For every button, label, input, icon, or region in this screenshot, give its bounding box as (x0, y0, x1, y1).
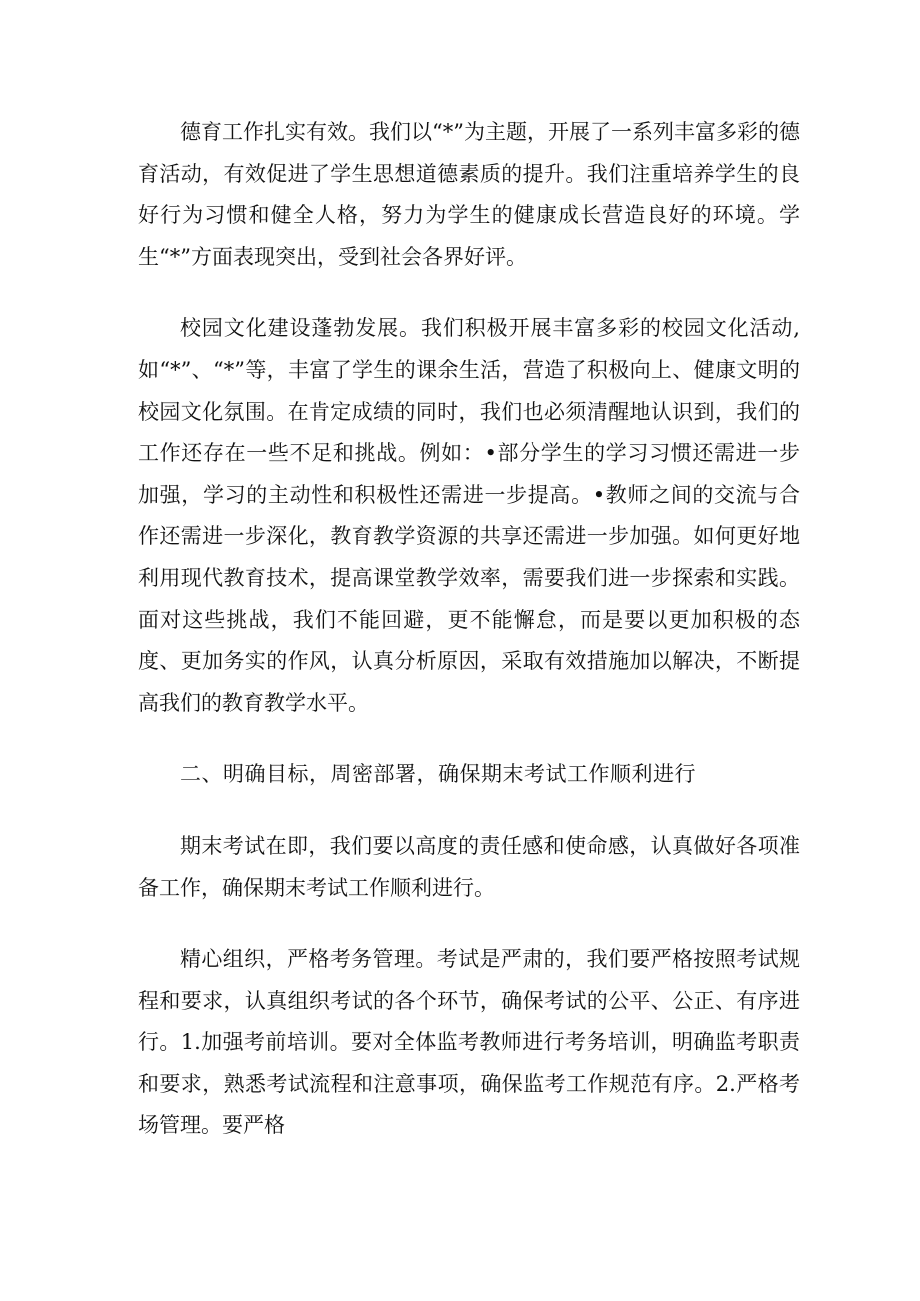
paragraph-exam-management: 精心组织，严格考务管理。考试是严肃的，我们要严格按照考试规程和要求，认真组织考试的各个环节，确保考试的公平、公正、有序进行。1.加强考前培训。要对全体监考教师进行考务培训，明确监考职责和要求，熟悉考试流程和注意事项，确保监考工作规范有序。2.严格考场管理。要严格 (138, 947, 800, 1138)
paragraph-exam-intro: 期末考试在即，我们要以高度的责任感和使命感，认真做好各项准备工作，确保期末考试工作顺利进行。 (138, 833, 800, 900)
paragraph-moral-education: 德育工作扎实有效。我们以“*”为主题，开展了一系列丰富多彩的德育活动，有效促进了学生思想道德素质的提升。我们注重培养学生的良好行为习惯和健全人格，努力为学生的健康成长营造良好的环境。学生“*”方面表现突出，受到社会各界好评。 (138, 120, 800, 269)
paragraph-campus-culture: 校园文化建设蓬勃发展。我们积极开展丰富多彩的校园文化活动,如“*”、“*”等，丰富了学生的课余生活，营造了积极向上、健康文明的校园文化氛围。在肯定成绩的同时，我们也必须清醒地认识到，我们的工作还存在一些不足和挑战。例如：•部分学生的学习习惯还需进一步加强，学习的主动性和积极性还需进一步提高。•教师之间的交流与合作还需进一步深化，教育教学资源的共享还需进一步加强。如何更好地利用现代教育技术，提高课堂教学效率，需要我们进一步探索和实践。面对这些挑战，我们不能回避，更不能懈怠，而是要以更加积极的态度、更加务实的作风，认真分析原因，采取有效措施加以解决，不断提高我们的教育教学水平。 (138, 316, 800, 715)
section-heading: 二、明确目标，周密部署，确保期末考试工作顺利进行 (180, 762, 696, 787)
document-body (138, 112, 800, 1177)
